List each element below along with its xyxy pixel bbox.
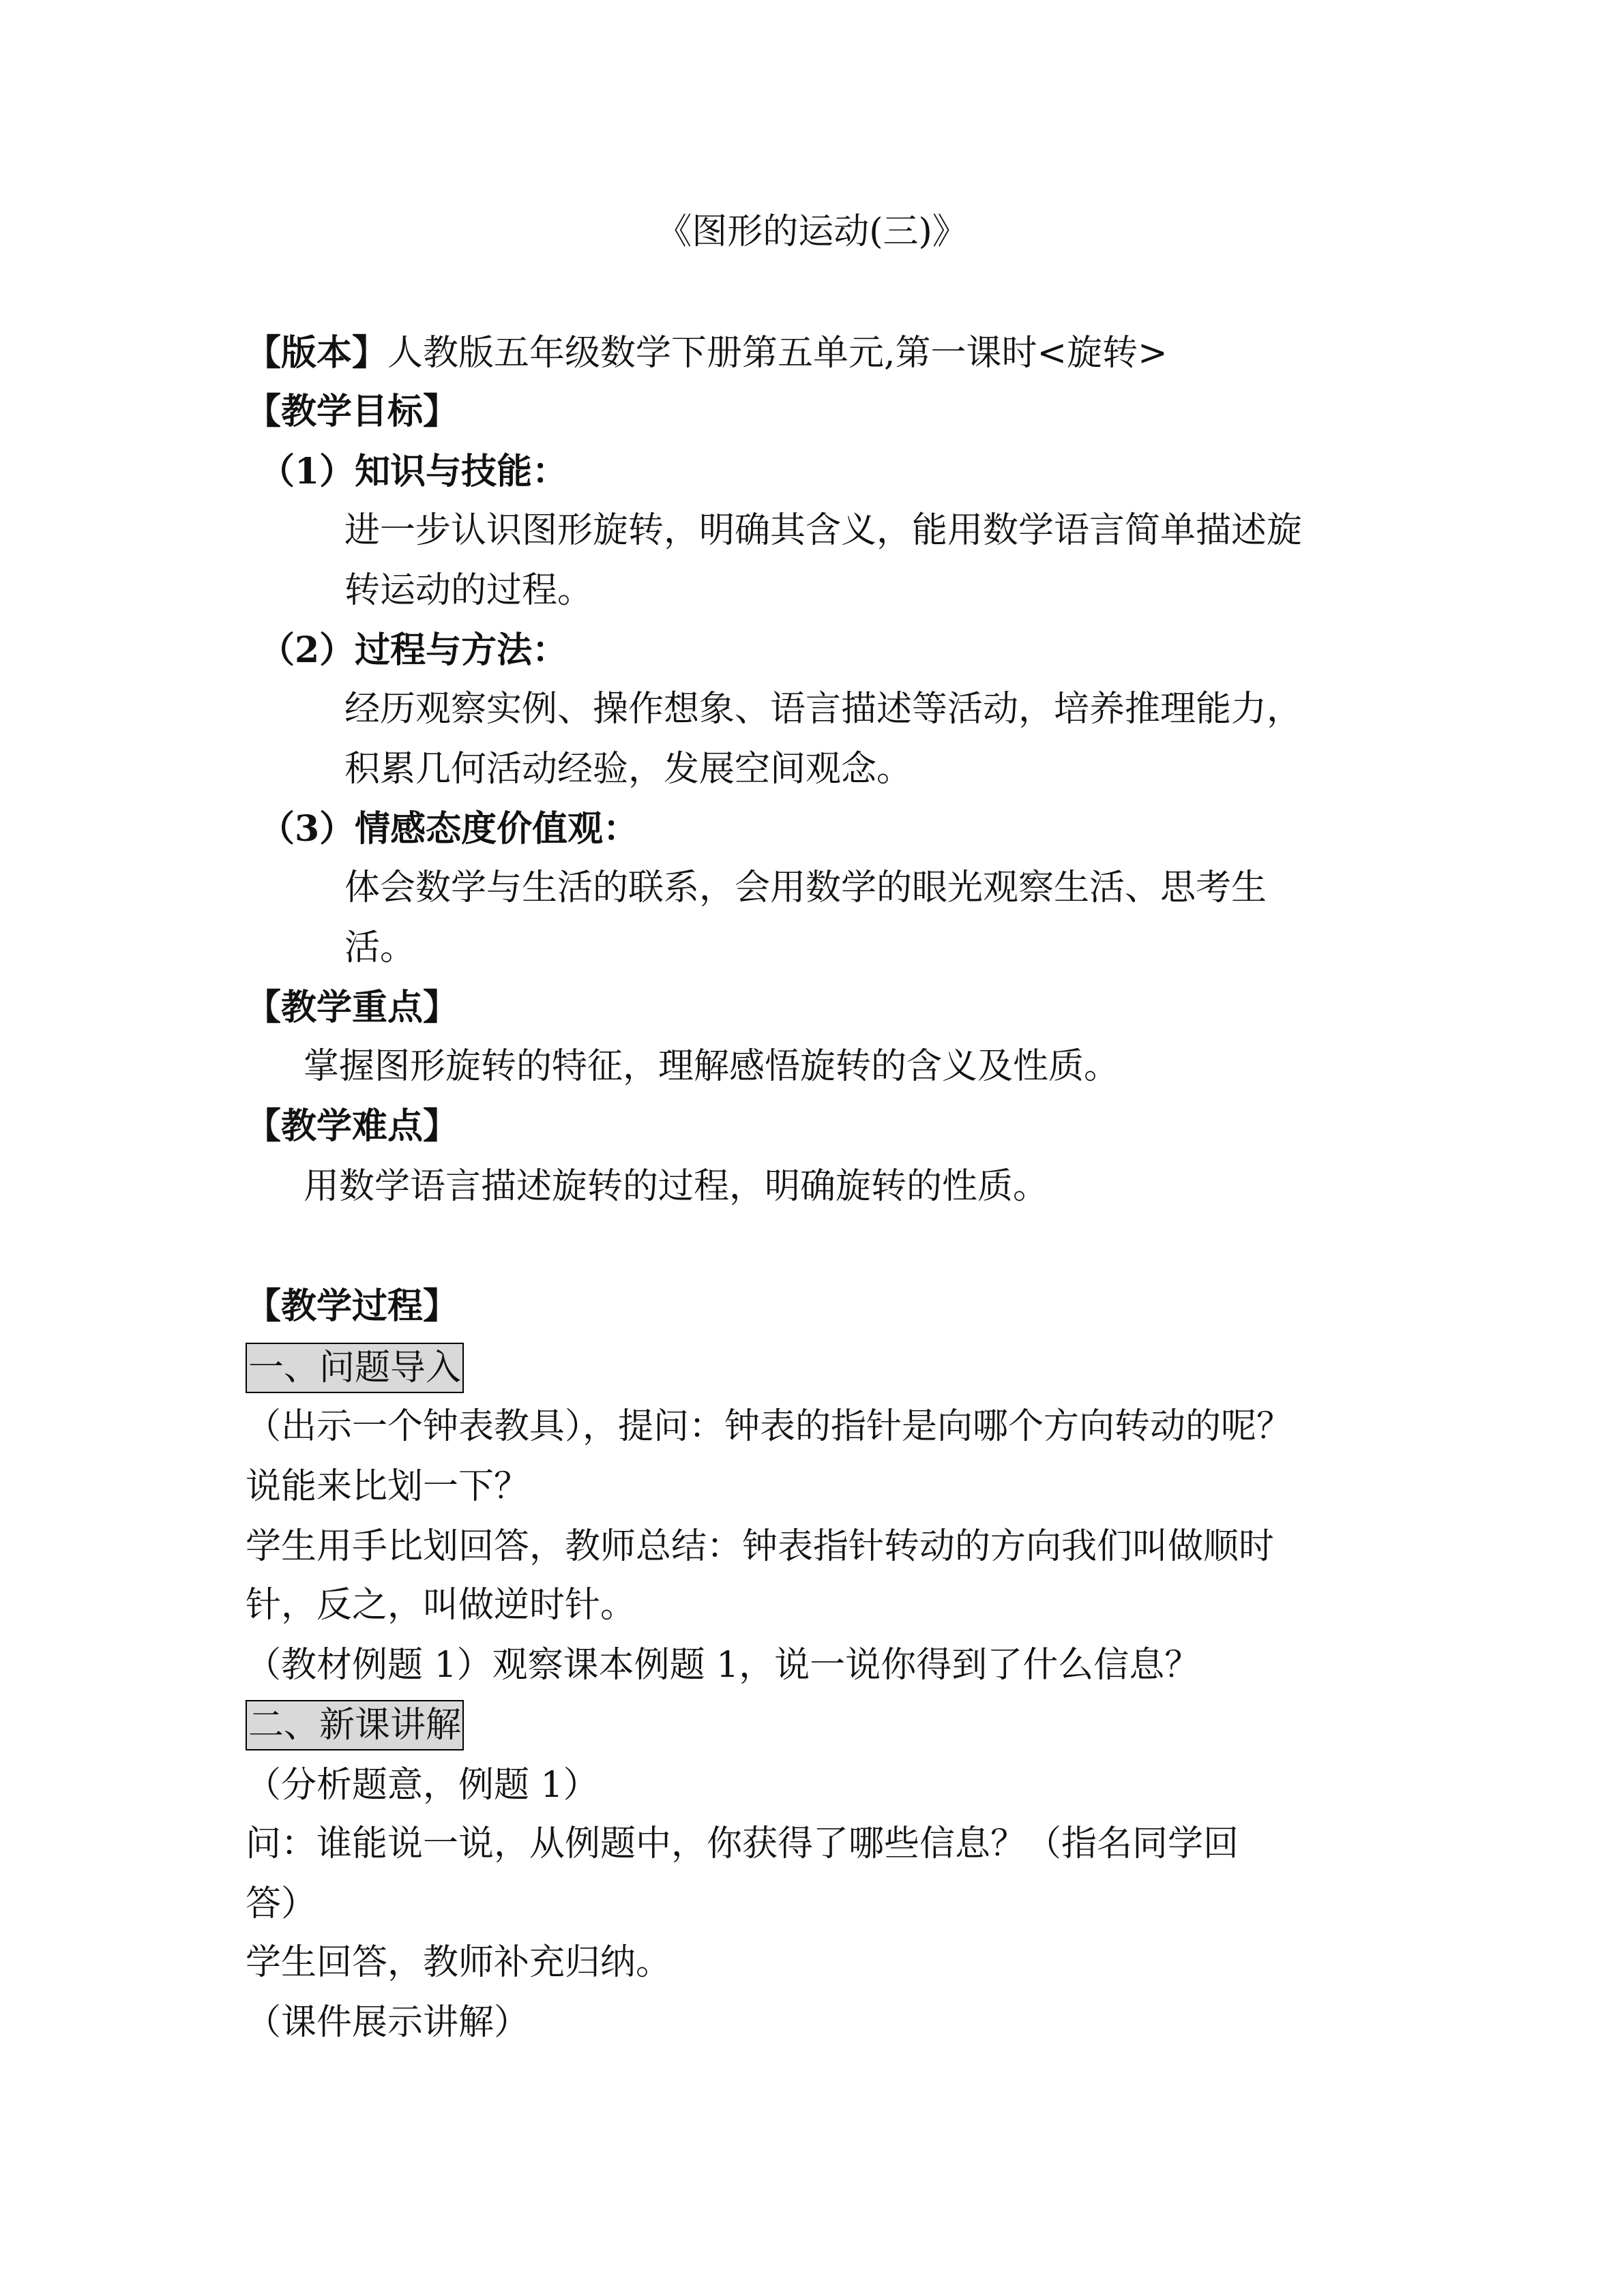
document-title: 《图形的运动(三)》 xyxy=(656,211,968,252)
section-2-line-4: 学生回答，教师补充归纳。 xyxy=(246,1942,672,1983)
objective-3-label: （3）情感态度价值观： xyxy=(259,808,639,850)
section-2-title-line xyxy=(246,1698,464,1753)
objective-1-line-2: 转运动的过程。 xyxy=(344,570,593,611)
section-1-line-5: （教材例题 1）观察课本例题 1，说一说你得到了什么信息？ xyxy=(246,1645,1200,1686)
edition-line xyxy=(246,326,1168,381)
objective-2-line-2: 积累几何活动经验，发展空间观念。 xyxy=(344,749,913,790)
objective-1-label: （1）知识与技能： xyxy=(259,451,568,492)
objective-1-line-1: 进一步认识图形旋转，明确其含义，能用数学语言简单描述旋 xyxy=(344,510,1303,551)
section-2-line-1: （分析题意，例题 1） xyxy=(246,1765,599,1806)
edition-label: 【版本】 xyxy=(246,332,388,374)
objectives-heading: 【教学目标】 xyxy=(246,391,459,432)
section-1-line-4: 针，反之，叫做逆时针。 xyxy=(246,1585,636,1626)
objective-3-line-1: 体会数学与生活的联系，会用数学的眼光观察生活、思考生 xyxy=(344,867,1267,908)
key-points-text: 掌握图形旋转的特征，理解感悟旋转的含义及性质。 xyxy=(304,1046,1120,1087)
objective-2-label: （2）过程与方法： xyxy=(259,629,568,671)
section-1-line-1: （出示一个钟表教具），提问：钟表的指针是向哪个方向转动的呢？ xyxy=(246,1406,1293,1447)
section-2-line-5: （课件展示讲解） xyxy=(246,2002,530,2043)
key-points-heading: 【教学重点】 xyxy=(246,987,459,1028)
section-2-line-3: 答） xyxy=(246,1883,317,1924)
section-1-line-3: 学生用手比划回答，教师总结：钟表指针转动的方向我们叫做顺时 xyxy=(246,1526,1275,1567)
section-2-line-2: 问：谁能说一说，从例题中，你获得了哪些信息？（指名同学回 xyxy=(246,1823,1239,1864)
edition-text: 人教版五年级数学下册第五单元,第一课时<旋转> xyxy=(387,333,1168,374)
objective-2-line-1: 经历观察实例、操作想象、语言描述等活动，培养推理能力， xyxy=(344,689,1303,730)
difficulties-heading: 【教学难点】 xyxy=(246,1105,459,1147)
section-1-title: 一、问题导入 xyxy=(246,1343,464,1393)
section-2-title: 二、新课讲解 xyxy=(246,1700,464,1750)
objective-3-line-2: 活。 xyxy=(344,927,416,968)
process-heading: 【教学过程】 xyxy=(246,1285,459,1327)
section-1-line-2: 说能来比划一下？ xyxy=(246,1466,530,1507)
difficulties-text: 用数学语言描述旋转的过程，明确旋转的性质。 xyxy=(304,1166,1049,1207)
section-1-title-line xyxy=(246,1341,464,1395)
